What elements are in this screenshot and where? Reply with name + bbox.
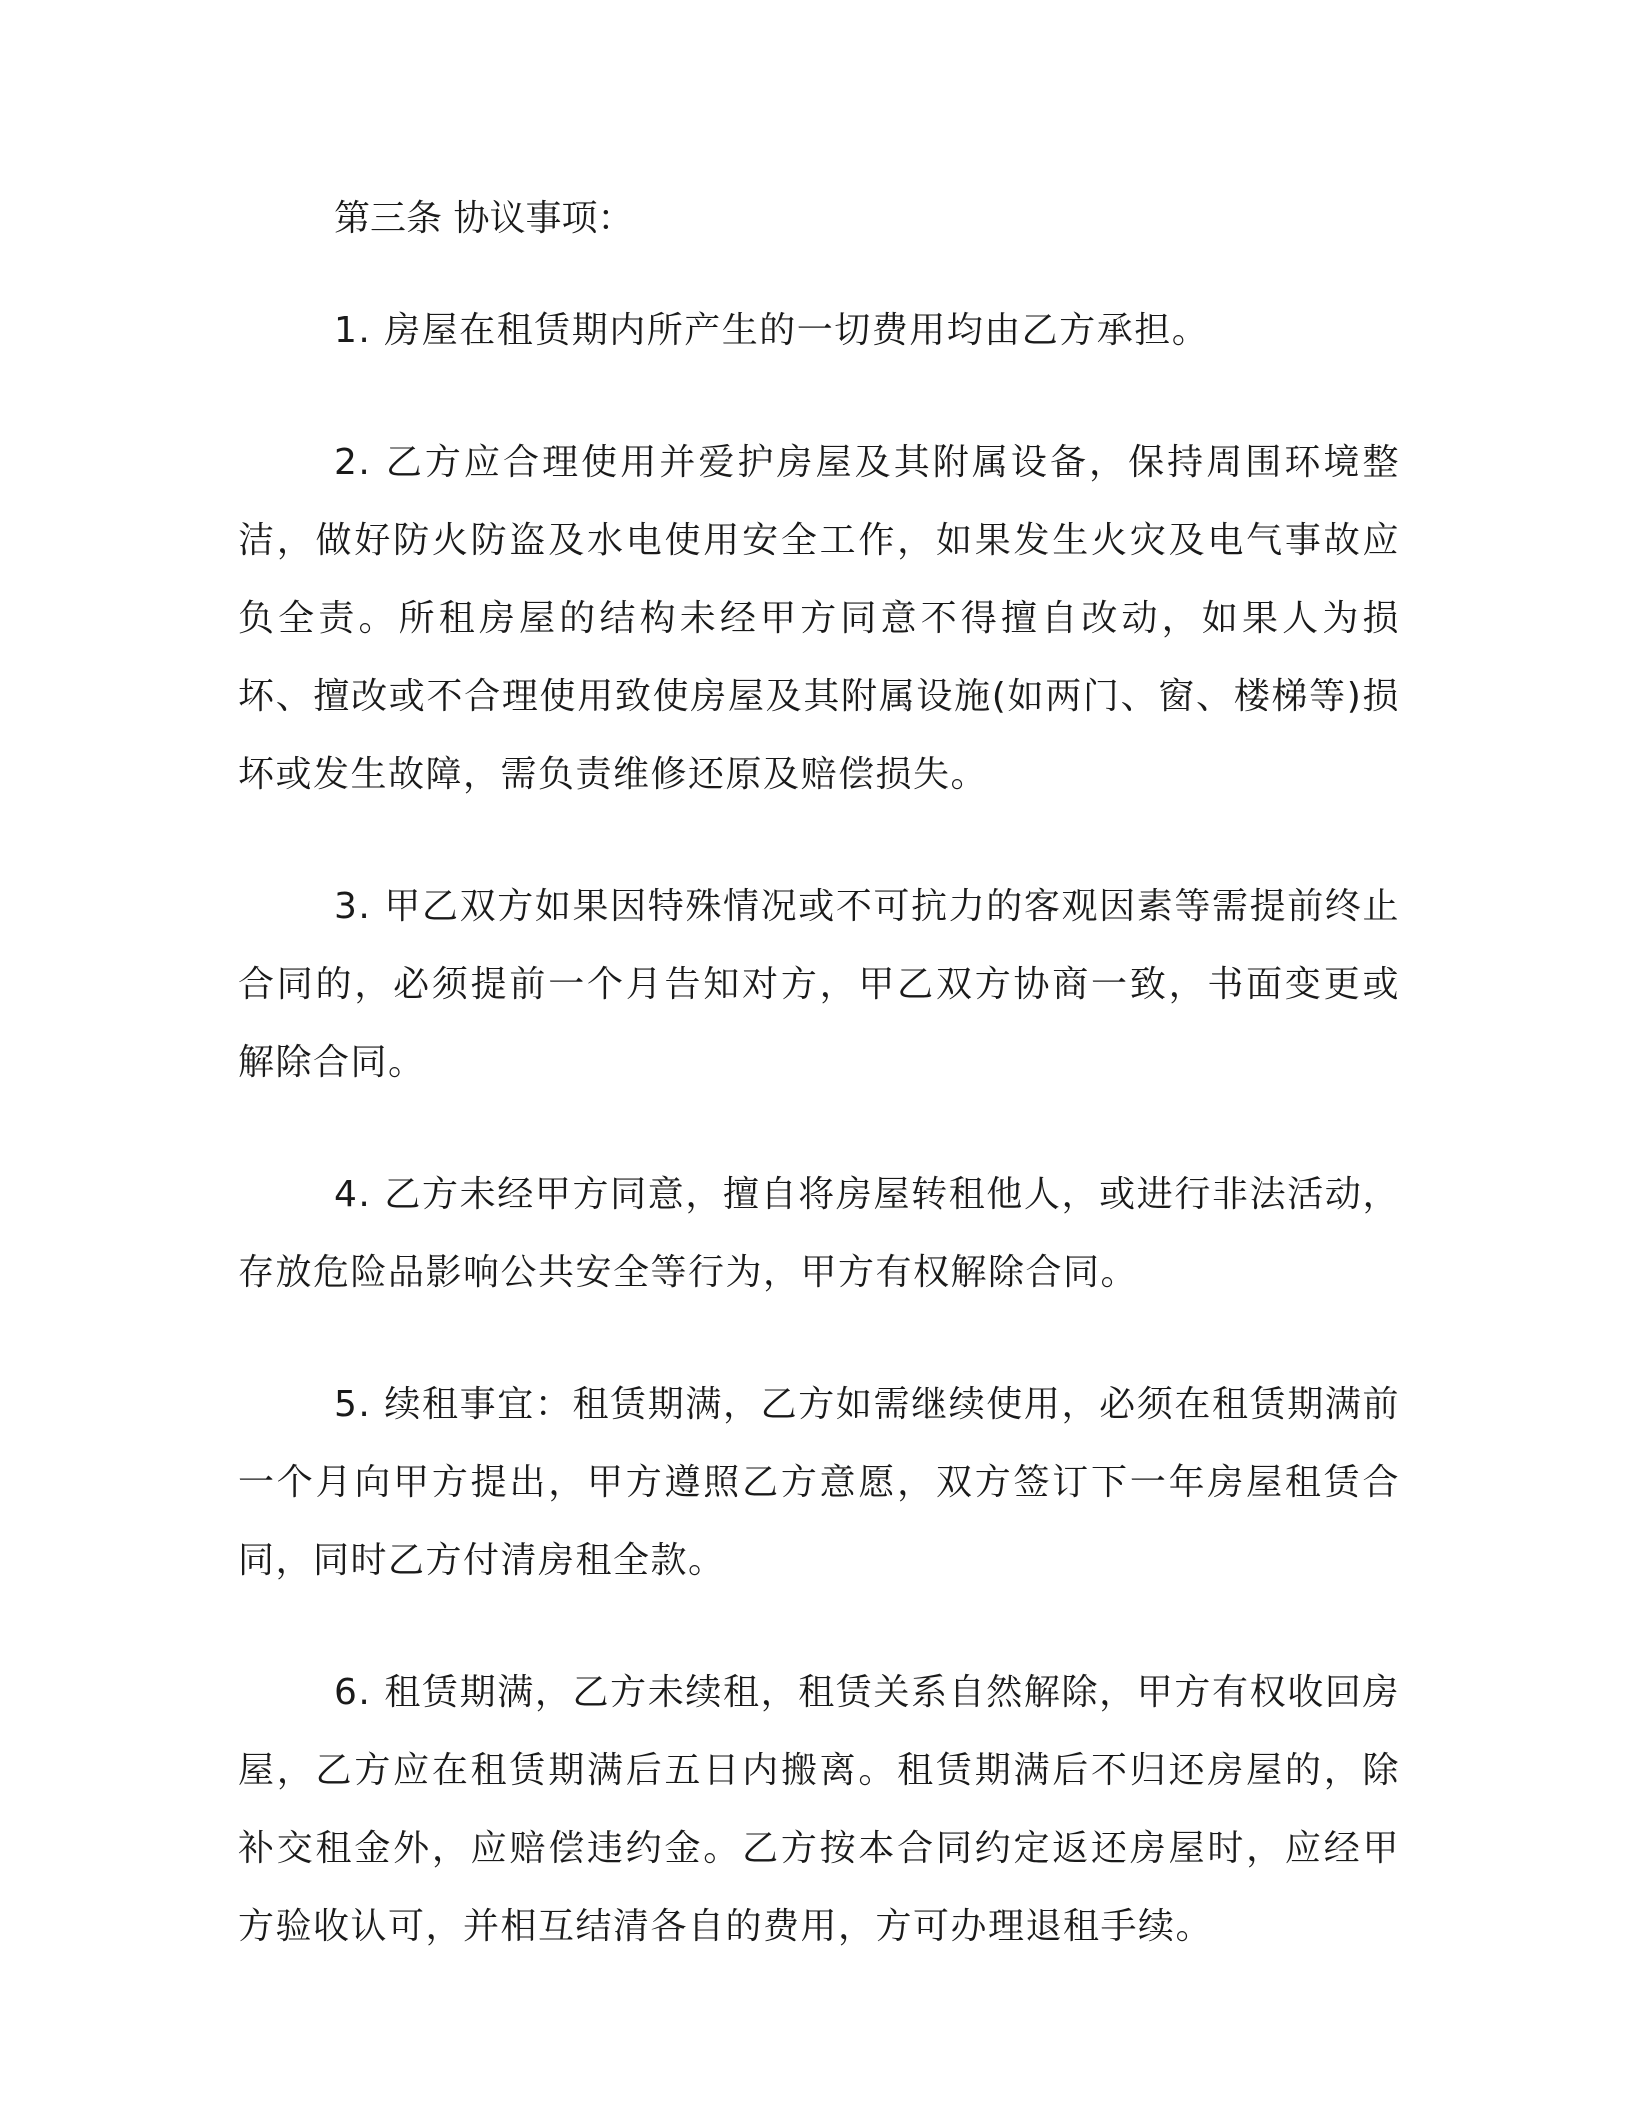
clause-5: 5. 续租事宜：租赁期满，乙方如需继续使用，必须在租赁期满前一个月向甲方提出，甲方遵照乙方意愿，双方签订下一年房屋租赁合同，同时乙方付清房租全款。 xyxy=(238,1384,1400,1581)
clause-6: 6. 租赁期满，乙方未续租，租赁关系自然解除，甲方有权收回房屋，乙方应在租赁期满后五日内搬离。租赁期满后不归还房屋的，除补交租金外，应赔偿违约金。乙方按本合同约定返还房屋时，应经甲方验收认可，并相互结清各自的费用，方可办理退租手续。 xyxy=(238,1672,1400,1947)
clause-4: 4. 乙方未经甲方同意，擅自将房屋转租他人，或进行非法活动，存放危险品影响公共安全等行为，甲方有权解除合同。 xyxy=(238,1174,1400,1293)
clause-3: 3. 甲乙双方如果因特殊情况或不可抗力的客观因素等需提前终止合同的，必须提前一个月告知对方，甲乙双方协商一致，书面变更或解除合同。 xyxy=(238,886,1400,1083)
document-body xyxy=(238,190,1400,1966)
clause-2: 2. 乙方应合理使用并爱护房屋及其附属设备，保持周围环境整洁，做好防火防盗及水电使用安全工作，如果发生火灾及电气事故应负全责。所租房屋的结构未经甲方同意不得擅自改动，如果人为损坏、擅改或不合理使用致使房屋及其附属设施(如两门、窗、楼梯等)损坏或发生故障，需负责维修还原及赔偿损失。 xyxy=(238,442,1400,795)
section-heading: 第三条 协议事项： xyxy=(334,198,634,239)
clause-1: 1. 房屋在租赁期内所产生的一切费用均由乙方承担。 xyxy=(334,310,1210,351)
